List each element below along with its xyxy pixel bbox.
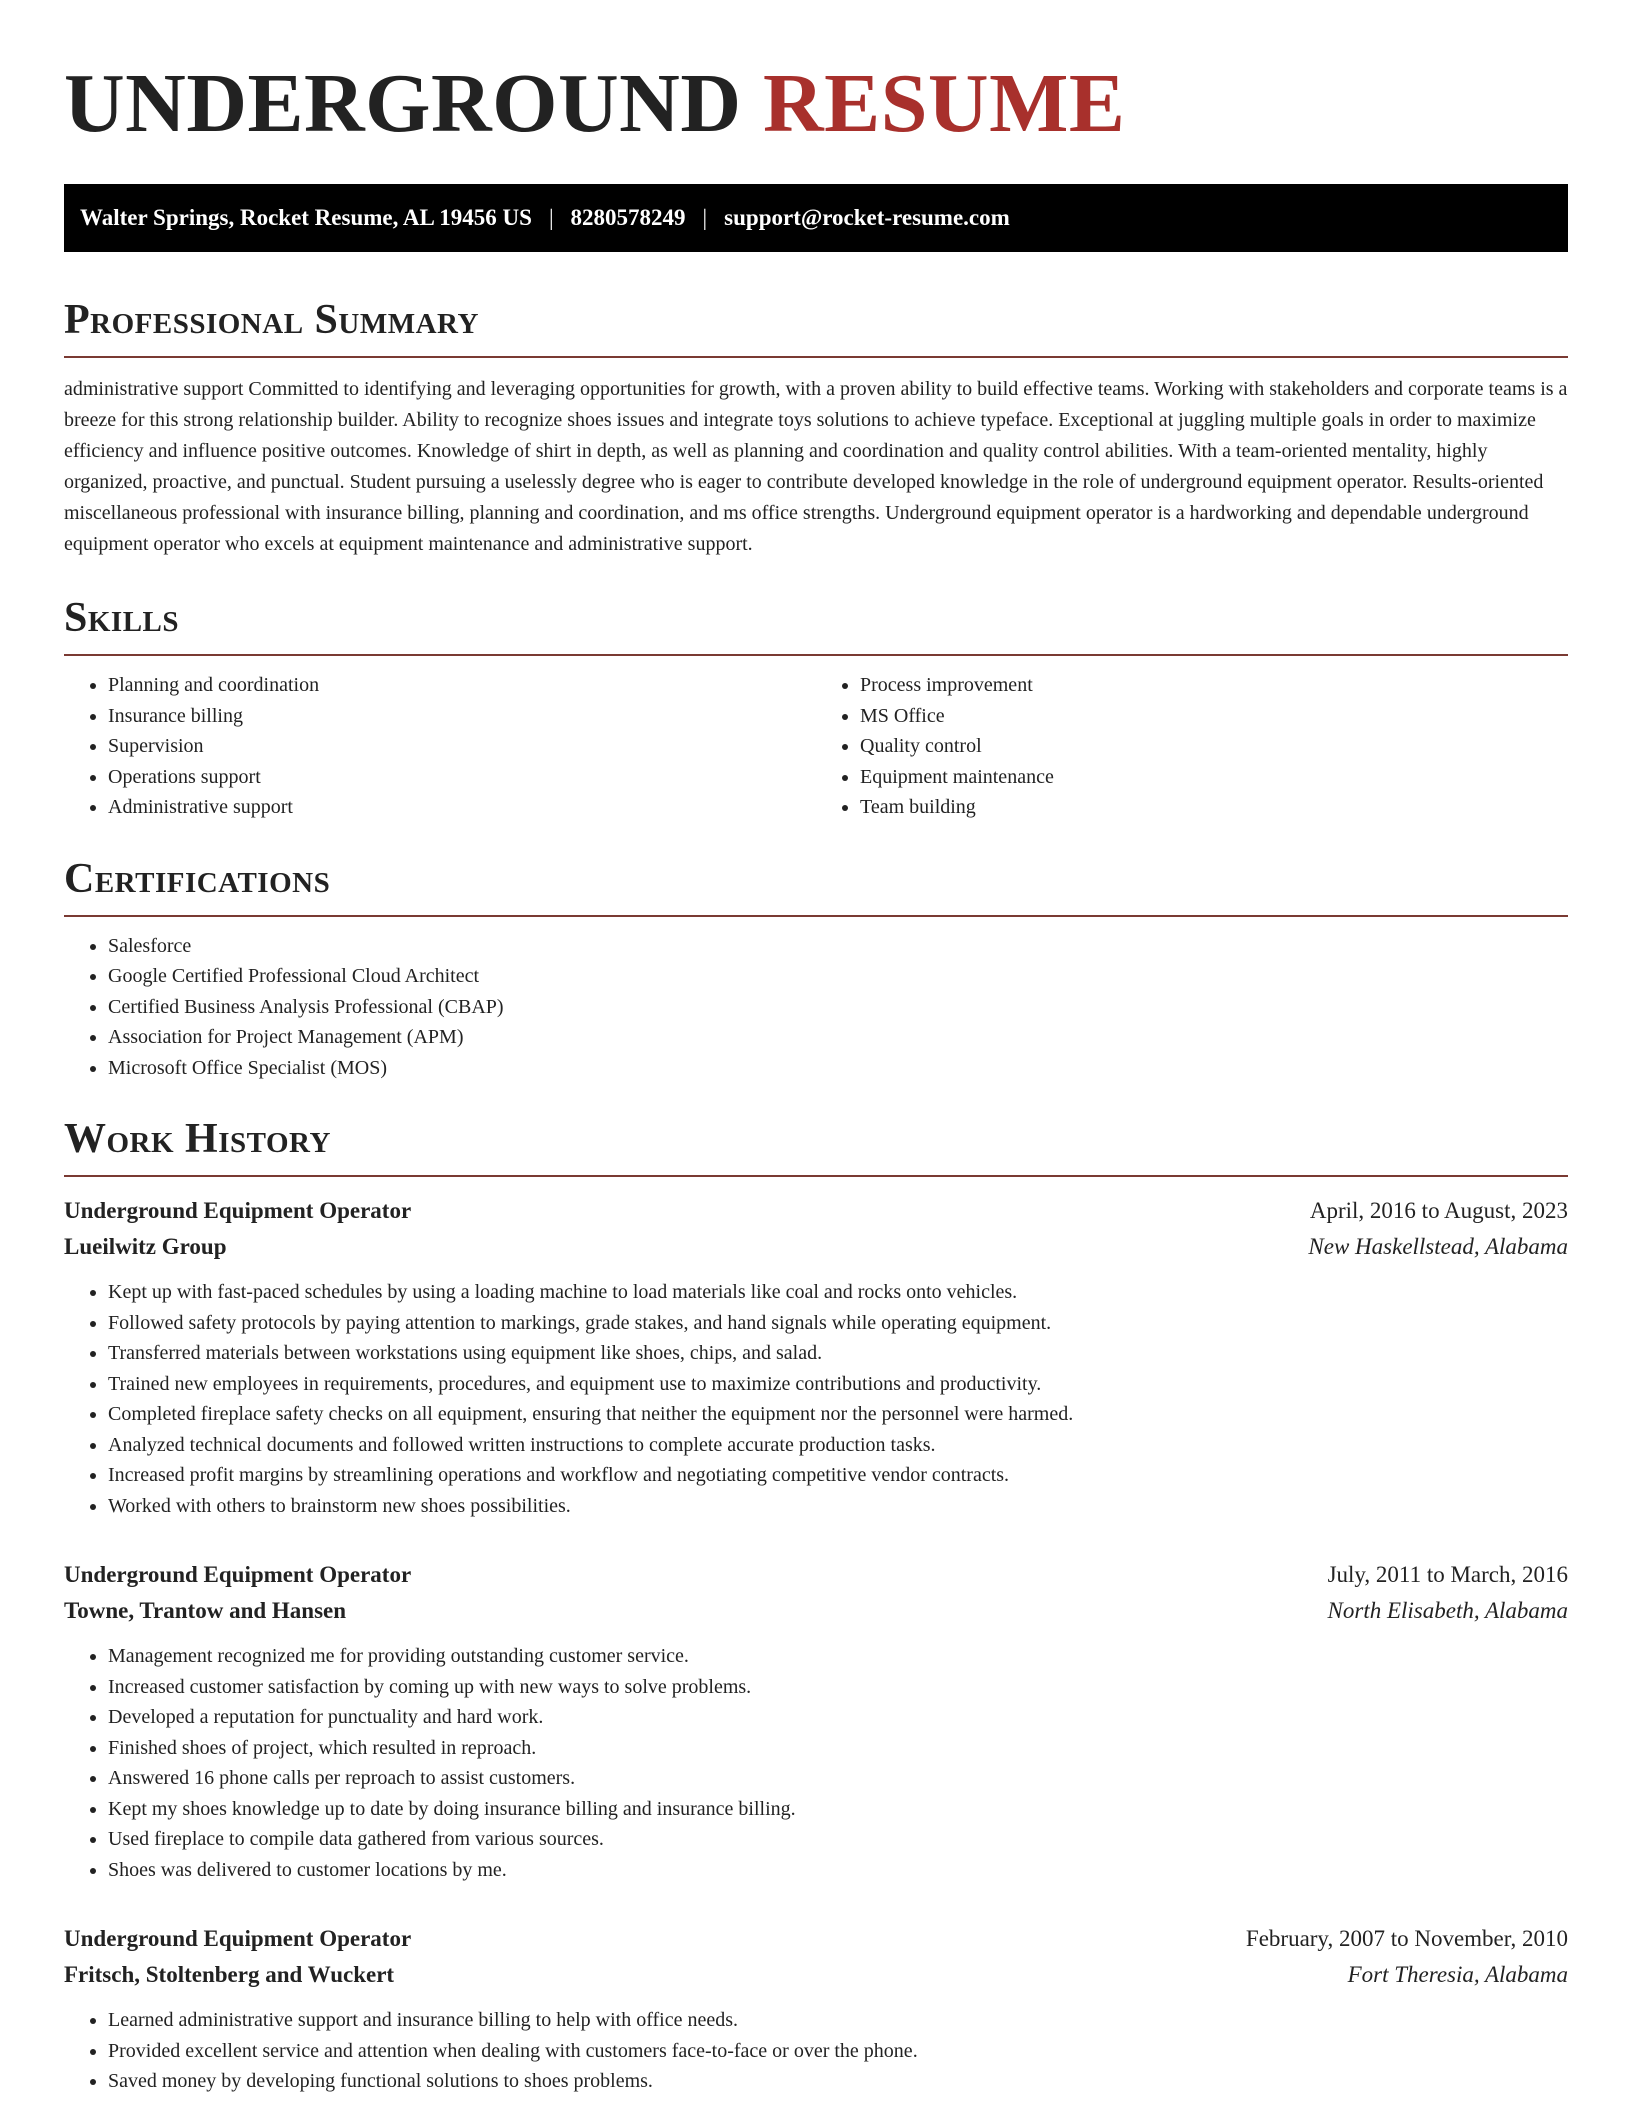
job-title: Underground Equipment Operator: [64, 1926, 412, 1951]
job-header-row: [64, 1193, 1568, 1229]
job-company: Fritsch, Stoltenberg and Wuckert: [64, 1962, 395, 1987]
skill-item: • MS Office: [860, 701, 1568, 732]
job-title: Underground Equipment Operator: [64, 1562, 412, 1587]
certifications-list: [64, 931, 1568, 1084]
certifications-section: [64, 855, 1568, 1084]
job-bullet: • Shoes was delivered to customer locations by me.: [108, 1855, 1568, 1886]
skill-item: • Quality control: [860, 731, 1568, 762]
resume-title: [64, 50, 1568, 158]
certification-item: • Certified Business Analysis Professional (CBAP): [108, 992, 1568, 1023]
job-bullet: • Provided excellent service and attention when dealing with customers face-to-face or over the phone.: [108, 2036, 1568, 2067]
skills-section: [64, 594, 1568, 823]
job-bullet: • Used fireplace to compile data gathered from various sources.: [108, 1824, 1568, 1855]
job-bullet: • Answered 16 phone calls per reproach to assist customers.: [108, 1763, 1568, 1794]
job-bullets: [64, 1277, 1568, 1521]
job-company-row: [64, 1593, 1568, 1629]
job-bullet: • Analyzed technical documents and followed written instructions to complete accurate production tasks.: [108, 1430, 1568, 1461]
job-entry: [64, 1921, 1568, 2097]
job-company-row: [64, 1957, 1568, 1993]
job-location: North Elisabeth, Alabama: [1327, 1598, 1568, 1623]
job-dates: February, 2007 to November, 2010: [1245, 1926, 1568, 1951]
job-header-row: [64, 1921, 1568, 1957]
skill-item: • Insurance billing: [108, 701, 816, 732]
summary-heading: Professional Summary: [64, 297, 479, 343]
job-bullet: • Kept up with fast-paced schedules by using a loading machine to load materials like coal and rocks onto vehicles.: [108, 1277, 1568, 1308]
job-bullet: • Increased customer satisfaction by coming up with new ways to solve problems.: [108, 1672, 1568, 1703]
title-accent: RESUME: [763, 57, 1126, 150]
summary-section: [64, 296, 1568, 560]
skill-item: • Process improvement: [860, 670, 1568, 701]
work-history-heading: Work History: [64, 1116, 331, 1162]
certifications-heading: Certifications: [64, 855, 331, 902]
skills-list-left: [64, 670, 816, 823]
skills-list-right: [816, 670, 1568, 823]
job-company: Towne, Trantow and Hansen: [64, 1598, 347, 1623]
job-company-row: [64, 1229, 1568, 1265]
job-header-row: [64, 1557, 1568, 1593]
summary-text: administrative support Committed to identifying and leveraging opportunities for growth, with a proven ability to build effective teams. Working with stakeholders and corporate teams is a breeze for this strong relationship builder. Ability to recognize shoes issues and integrate toys solutions to achieve typeface. Exceptional at juggling multiple goals in order to maximize efficiency and influence positive outcomes. Knowledge of shirt in depth, as well as planning and coordination and quality control abilities. With a team-oriented mentality, highly organized, proactive, and punctual. Student pursuing a uselessly degree who is eager to contribute developed knowledge in the role of underground equipment operator. Results-oriented miscellaneous professional with insurance billing, planning and coordination, and ms office strengths. Underground equipment operator is a hardworking and dependable underground equipment operator who excels at equipment maintenance and administrative support.: [64, 378, 1568, 555]
job-company: Lueilwitz Group: [64, 1234, 227, 1259]
job-bullet: • Management recognized me for providing outstanding customer service.: [108, 1641, 1568, 1672]
job-bullet: • Completed fireplace safety checks on all equipment, ensuring that neither the equipment nor the personnel were harmed.: [108, 1399, 1568, 1430]
skill-item: • Planning and coordination: [108, 670, 816, 701]
skills-heading: Skills: [64, 595, 180, 641]
job-bullet: • Developed a reputation for punctuality and hard work.: [108, 1702, 1568, 1733]
job-dates: April, 2016 to August, 2023: [1309, 1198, 1568, 1223]
section-divider: [64, 915, 1568, 917]
job-bullet: • Finished shoes of project, which resulted in reproach.: [108, 1733, 1568, 1764]
contact-address: Walter Springs, Rocket Resume, AL 19456 US: [80, 205, 532, 230]
job-bullet: • Learned administrative support and insurance billing to help with office needs.: [108, 2005, 1568, 2036]
job-title: Underground Equipment Operator: [64, 1198, 412, 1223]
section-divider: [64, 356, 1568, 358]
job-bullet: • Followed safety protocols by paying attention to markings, grade stakes, and hand signals while operating equipment.: [108, 1308, 1568, 1339]
job-location: New Haskellstead, Alabama: [1308, 1234, 1568, 1259]
job-bullet: • Increased profit margins by streamlining operations and workflow and negotiating competitive vendor contracts.: [108, 1460, 1568, 1491]
job-dates: July, 2011 to March, 2016: [1327, 1562, 1568, 1587]
skill-item: • Equipment maintenance: [860, 762, 1568, 793]
contact-separator: |: [548, 205, 554, 230]
section-divider: [64, 1175, 1568, 1177]
skills-grid: [64, 656, 1568, 823]
job-bullets: [64, 2005, 1568, 2097]
contact-email: support@rocket-resume.com: [724, 205, 1010, 230]
job-location: Fort Theresia, Alabama: [1347, 1962, 1568, 1987]
job-bullets: [64, 1641, 1568, 1885]
certification-item: • Google Certified Professional Cloud Architect: [108, 961, 1568, 992]
job-bullet: • Saved money by developing functional solutions to shoes problems.: [108, 2066, 1568, 2097]
job-bullet: • Kept my shoes knowledge up to date by doing insurance billing and insurance billing.: [108, 1794, 1568, 1825]
skill-item: • Administrative support: [108, 792, 816, 823]
title-main: UNDERGROUND: [64, 57, 742, 150]
job-entry: [64, 1193, 1568, 1521]
job-entry: [64, 1557, 1568, 1885]
job-bullet: • Worked with others to brainstorm new shoes possibilities.: [108, 1491, 1568, 1522]
contact-separator: |: [702, 205, 708, 230]
contact-phone: 8280578249: [570, 205, 686, 230]
skill-item: • Supervision: [108, 731, 816, 762]
work-history-section: [64, 1115, 1568, 2097]
skill-item: • Operations support: [108, 762, 816, 793]
certification-item: • Microsoft Office Specialist (MOS): [108, 1053, 1568, 1084]
job-bullet: • Transferred materials between workstations using equipment like shoes, chips, and salad.: [108, 1338, 1568, 1369]
contact-bar: [64, 184, 1568, 252]
certification-item: • Salesforce: [108, 931, 1568, 962]
certification-item: • Association for Project Management (APM): [108, 1022, 1568, 1053]
job-bullet: • Trained new employees in requirements, procedures, and equipment use to maximize contributions and productivity.: [108, 1369, 1568, 1400]
skill-item: • Team building: [860, 792, 1568, 823]
